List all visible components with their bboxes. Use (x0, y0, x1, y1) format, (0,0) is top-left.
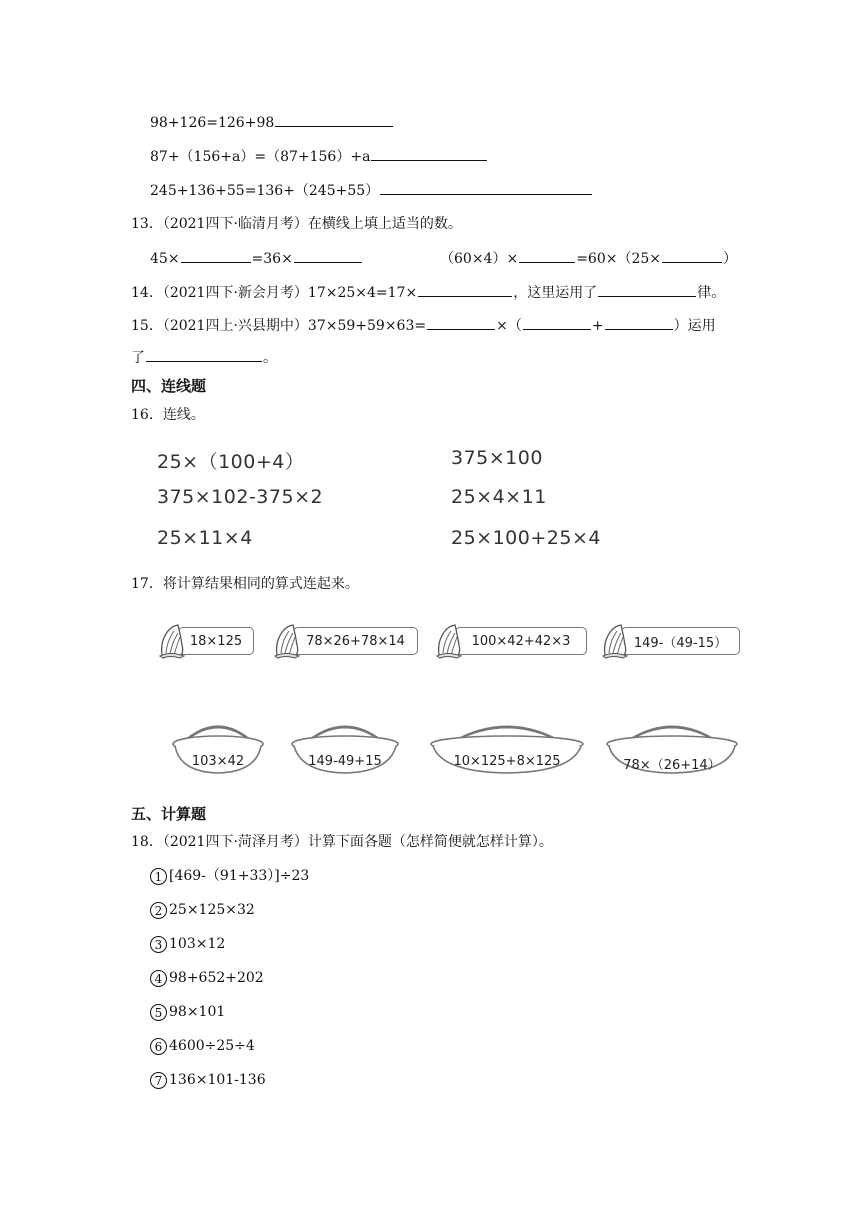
basket-3[interactable] (428, 716, 586, 776)
q18-item-7 (150, 1070, 266, 1090)
card-expr: 18×125 (178, 627, 254, 655)
item-number-circle: 7 (150, 1072, 167, 1089)
section-heading-5: 五、计算题 (131, 805, 207, 823)
q15-line-2 (131, 347, 277, 368)
answer-blank[interactable] (418, 282, 512, 297)
item-expr: [469-（91+33）]÷23 (169, 868, 310, 884)
basket-expr: 10×125+8×125 (453, 754, 561, 769)
q18-item-2 (150, 900, 255, 920)
question-text: 。 (263, 350, 277, 366)
question-number: 16． (131, 407, 163, 423)
q18-item-1 (150, 866, 309, 886)
q18-item-5 (150, 1002, 225, 1022)
basket-expr: 103×42 (191, 754, 245, 769)
answer-blank[interactable] (427, 315, 495, 330)
expr-text: ） (723, 251, 738, 267)
answer-blank[interactable] (275, 112, 393, 127)
item-number-circle: 3 (150, 936, 167, 953)
match-left-3[interactable]: 25×11×4 (157, 527, 253, 549)
q14 (131, 282, 725, 303)
q13-part-a (150, 248, 363, 269)
basket-expr: 149-49+15 (308, 754, 382, 769)
section-heading-4: 四、连线题 (131, 377, 207, 395)
answer-blank[interactable] (146, 347, 262, 362)
answer-blank[interactable] (294, 248, 362, 263)
q13-stem (131, 214, 462, 234)
q12-line-2 (150, 146, 488, 167)
expr-text: 45× (150, 251, 180, 267)
question-source: （2021四上·兴县期中） (162, 318, 308, 334)
expr-text: =36× (251, 251, 293, 267)
item-expr: 25×125×32 (169, 902, 255, 918)
answer-blank[interactable] (181, 248, 251, 263)
q12-expr-3: 245+136+55=136+（245+55） (150, 183, 380, 199)
expr-text: ×（ (496, 318, 522, 334)
item-number-circle: 2 (150, 902, 167, 919)
q18-item-4 (150, 968, 264, 988)
q12-line-3 (150, 180, 593, 201)
question-number: 13． (131, 216, 163, 232)
basket-1[interactable] (170, 716, 266, 776)
q15 (131, 315, 716, 336)
question-text: ）运用 (673, 318, 716, 334)
question-text: 在横线上填上适当的数。 (307, 216, 462, 232)
question-text: 了 (131, 350, 145, 366)
answer-blank[interactable] (519, 248, 575, 263)
question-source: （2021四下·临清月考） (162, 216, 308, 232)
card-expr: 78×26+78×14 (293, 627, 418, 655)
match-right-1[interactable]: 375×100 (451, 447, 543, 469)
question-number: 14． (131, 285, 163, 301)
q12-expr-1: 98+126=126+98 (150, 115, 275, 131)
question-text: 连线。 (162, 407, 205, 423)
item-expr: 4600÷25÷4 (169, 1038, 255, 1054)
expr-text: + (591, 318, 604, 334)
answer-blank[interactable] (605, 315, 673, 330)
basket-2[interactable] (289, 716, 401, 776)
q18-item-3 (150, 934, 225, 954)
expr-text: 17×25×4=17× (307, 285, 418, 301)
question-source: （2021四下·菏泽月考） (162, 834, 308, 850)
match-right-2[interactable]: 25×4×11 (451, 486, 547, 508)
q13-part-b (440, 248, 737, 269)
shoot-card-1[interactable] (158, 623, 254, 657)
answer-blank[interactable] (662, 248, 722, 263)
match-left-1[interactable]: 25×（100+4） (157, 451, 305, 473)
bamboo-shoot-icon (435, 623, 465, 659)
item-expr: 98×101 (169, 1004, 226, 1020)
question-text: ，这里运用了 (513, 285, 598, 301)
answer-blank[interactable] (523, 315, 591, 330)
card-expr: 149-（49-15） (621, 627, 740, 655)
basket-4[interactable] (604, 716, 740, 776)
shoot-card-2[interactable] (273, 623, 418, 657)
question-text: 律。 (697, 285, 726, 301)
q18-stem (131, 832, 553, 852)
shoot-card-3[interactable] (435, 623, 587, 657)
bamboo-shoot-icon (158, 623, 188, 659)
item-number-circle: 1 (150, 868, 167, 885)
basket-expr: 78×（26+14） (623, 758, 721, 773)
expr-text: （60×4）× (440, 251, 519, 267)
match-left-2[interactable]: 375×102-375×2 (157, 486, 324, 508)
item-number-circle: 6 (150, 1038, 167, 1055)
question-text: 将计算结果相同的算式连起来。 (162, 576, 359, 592)
question-number: 17． (131, 576, 163, 592)
answer-blank[interactable] (598, 282, 696, 297)
answer-blank[interactable] (380, 180, 592, 195)
q12-line-1 (150, 112, 394, 133)
item-expr: 98+652+202 (169, 970, 264, 986)
q18-item-6 (150, 1036, 255, 1056)
q17-stem (131, 574, 359, 594)
item-expr: 136×101-136 (169, 1072, 266, 1088)
question-text: 计算下面各题（怎样简便就怎样计算）。 (307, 834, 553, 850)
question-number: 18． (131, 834, 163, 850)
bamboo-shoot-icon (601, 623, 631, 659)
expr-text: =60×（25× (576, 251, 662, 267)
expr-text: 37×59+59×63= (307, 318, 427, 334)
q16-stem (131, 405, 205, 425)
card-expr: 100×42+42×3 (455, 627, 587, 655)
match-right-3[interactable]: 25×100+25×4 (451, 527, 601, 549)
item-number-circle: 4 (150, 970, 167, 987)
item-number-circle: 5 (150, 1004, 167, 1021)
answer-blank[interactable] (371, 146, 487, 161)
q12-expr-2: 87+（156+a）=（87+156）+a (150, 149, 371, 165)
question-source: （2021四下·新会月考） (162, 285, 308, 301)
item-expr: 103×12 (169, 936, 226, 952)
bamboo-shoot-icon (273, 623, 303, 659)
shoot-card-4[interactable] (601, 623, 740, 657)
question-number: 15． (131, 318, 163, 334)
